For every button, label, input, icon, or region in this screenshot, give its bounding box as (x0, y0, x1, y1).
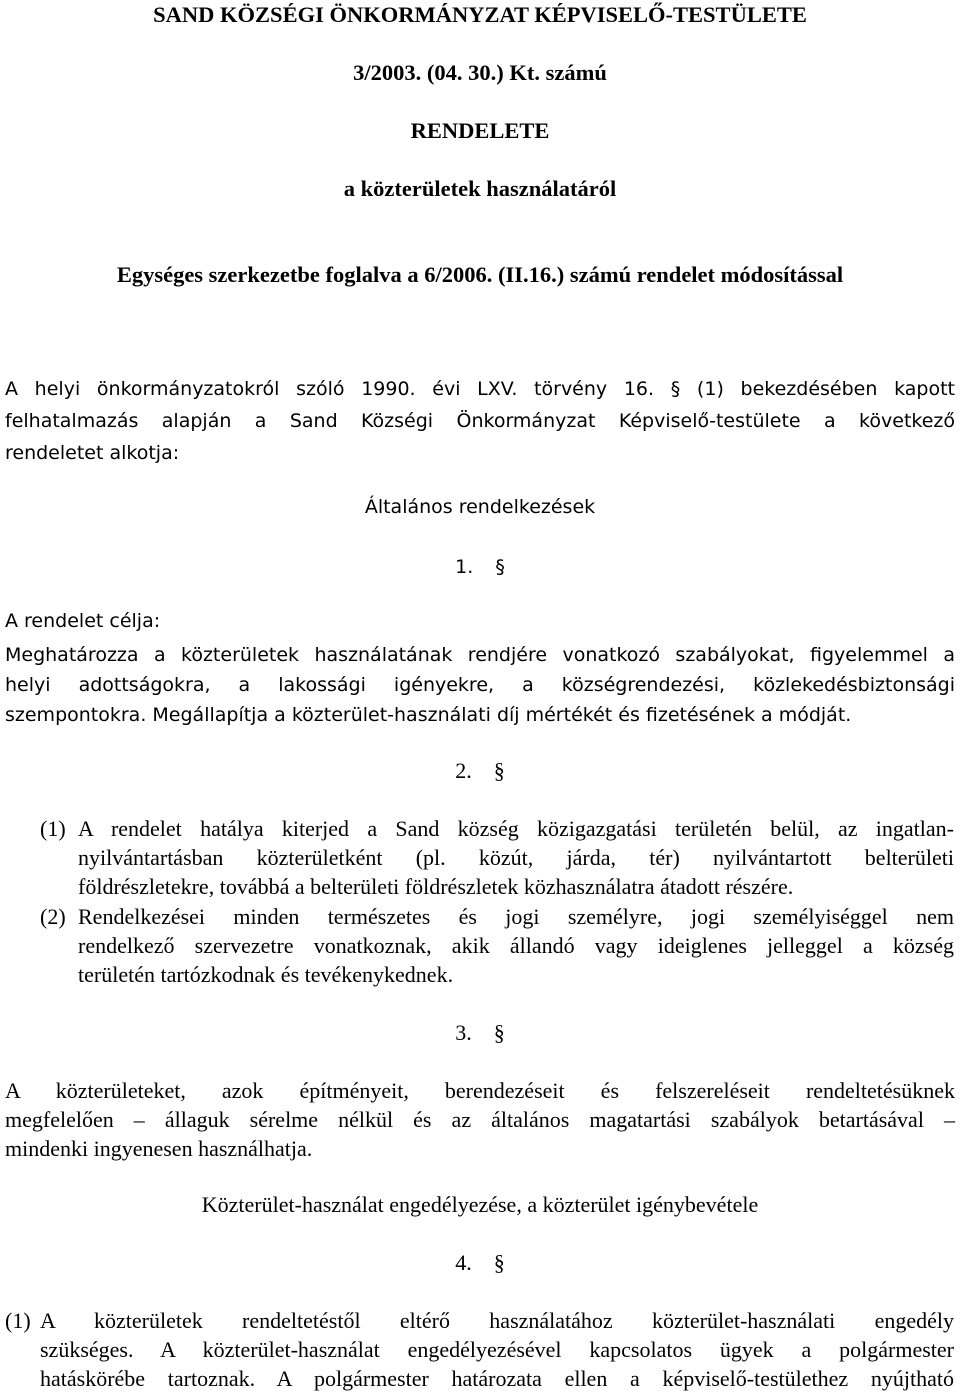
section-line: A közterületeket, azok építményeit, berendezéseit és felszereléseit rendeltetésüknek (5, 1078, 955, 1103)
section-line: mindenki ingyenesen használhatja. (5, 1136, 313, 1161)
item-line: hatáskörébe tartoznak. A polgármester határozata ellen a képviselő-testülethez nyújtható (40, 1366, 954, 1391)
section-heading (0, 1250, 960, 1276)
section-symbol: § (493, 1250, 505, 1275)
item-line: szükséges. A közterület-használat engedélyezésével kapcsolatos ügyek a polgármester (40, 1337, 954, 1362)
item-line: területén tartózkodnak és tevékenykednek. (78, 962, 454, 987)
section-heading (0, 1020, 960, 1046)
chapter-title: Általános rendelkezések (364, 496, 596, 518)
section-line: szempontokra. Megállapítja a közterület-használati díj mértékét és fizetésének a módját. (5, 704, 852, 726)
preamble-line: A helyi önkormányzatokról szóló 1990. évi LXV. törvény 16. § (1) bekezdésében kapott (5, 378, 955, 400)
section-symbol: § (493, 1020, 505, 1045)
item-line: Rendelkezései minden természetes és jogi személyre, jogi személyiséggel nem (78, 904, 954, 929)
document-kind: RENDELETE (410, 118, 550, 143)
consolidation-note: Egységes szerkezetbe foglalva a 6/2006. (II.16.) számú rendelet módosítással (116, 262, 844, 287)
section-symbol: § (493, 758, 505, 783)
section-number: 1. (455, 556, 474, 578)
section-lead: A rendelet célja: (5, 610, 161, 632)
section-heading (0, 758, 960, 784)
item-line: nyilvántartásban közterületként (pl. közút, járda, tér) nyilvántartott belterületi (78, 845, 954, 870)
section-number: 2. (455, 758, 472, 783)
item-line: rendelkező szervezetre vonatkoznak, akik állandó vagy ideiglenes jelleggel a község (78, 933, 954, 958)
item-line: A közterületek rendeltetéstől eltérő használatához közterület-használati engedély (40, 1308, 954, 1333)
document-number: 3/2003. (04. 30.) Kt. számú (353, 60, 607, 85)
section-symbol: § (495, 556, 505, 578)
preamble-line: rendeletet alkotja: (5, 442, 180, 464)
section-heading (0, 556, 960, 578)
section-number: 3. (455, 1020, 472, 1045)
preamble-line: felhatalmazás alapján a Sand Községi Önkormányzat Képviselő-testülete a következő (5, 410, 955, 432)
section-line: Meghatározza a közterületek használatának rendjére vonatkozó szabályokat, figyelemmel a (5, 644, 955, 666)
item-line: földrészletekre, továbbá a belterületi földrészletek közhasználatra átadott részére. (78, 874, 794, 899)
section-line: helyi adottságokra, a lakossági igényekre, a községrendezési, közlekedésbiztonsági (5, 674, 955, 696)
item-label: (1) (5, 1308, 31, 1333)
section-line: megfelelően – állaguk sérelme nélkül és az általános magatartási szabályok betartásával – (5, 1107, 955, 1132)
item-line: A rendelet hatálya kiterjed a Sand község közigazgatási területén belül, az ingatlan- (78, 816, 954, 841)
item-label: (1) (40, 816, 66, 841)
chapter-title: Közterület-használat engedélyezése, a közterület igénybevétele (201, 1192, 759, 1217)
item-label: (2) (40, 904, 66, 929)
document-subject: a közterületek használatáról (343, 176, 617, 201)
section-number: 4. (455, 1250, 472, 1275)
document-title: SAND KÖZSÉGI ÖNKORMÁNYZAT KÉPVISELŐ-TESTÜLETE (153, 2, 807, 27)
